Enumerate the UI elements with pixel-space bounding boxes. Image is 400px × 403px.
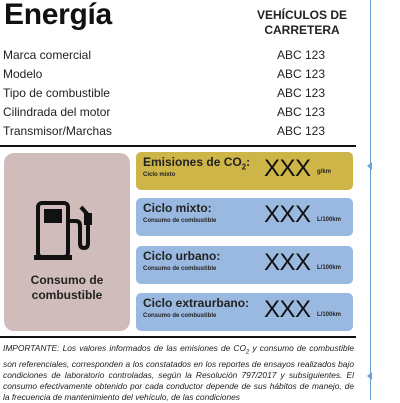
spec-value: ABC 123 [277,124,326,138]
spec-value: ABC 123 [277,67,326,81]
spec-row [0,122,355,141]
co2-emissions-unit: g/km [317,169,332,175]
extraurban-cycle-subtitle: Consumo de combustible [143,313,217,319]
important-note: IMPORTANTE: Los valores informados de las emisiones de $CO_2$ y consumo de combustible son referenciales, corresponden a los constatados en los reportes de ensayos realizados bajo condiciones de laboratorio controladas, según la Resolución 797/2017 y subsiguientes. El consumo efectivamente obtenido por cada conductor depende de sus hábitos de manejo, de la frecuencia de mantenimiento del vehículo, de las condiciones [3,343,354,402]
extraurban-cycle-box [136,293,353,331]
co2-emissions-value: XXX [264,155,311,182]
mixed-cycle-box [136,198,353,236]
section-divider [0,336,356,338]
urban-cycle-title: Ciclo urbano: [143,249,221,263]
fuel-consumption-card [4,153,130,331]
spec-label: Cilindrada del motor [3,105,111,119]
extraurban-cycle-value: XXX [264,296,311,323]
fuel-pump-icon [34,197,98,263]
mixed-cycle-unit: L/100km [317,217,342,223]
spec-row [0,84,355,103]
urban-cycle-box [136,246,353,284]
spec-row [0,46,355,65]
urban-cycle-subtitle: Consumo de combustible [143,266,217,272]
spec-label: Tipo de combustible [3,86,110,100]
extraurban-cycle-title: Ciclo extraurbano: [143,296,250,310]
side-marker-icon [367,372,372,380]
spec-value: ABC 123 [277,105,326,119]
co2-emissions-subtitle: Ciclo mixto [143,172,176,178]
co2-emissions-box [136,152,353,190]
page-title: Energía [4,0,112,31]
fuel-consumption-label: Consumo de combustible [30,273,104,302]
spec-value: ABC 123 [277,86,326,100]
spec-label: Transmisor/Marchas [3,124,112,138]
co2-emissions-title: Emisiones de $CO_2$: [143,155,251,172]
side-marker-icon [367,162,372,170]
spec-table [0,46,355,141]
spec-row [0,103,355,122]
spec-value: ABC 123 [277,48,326,62]
spec-label: Modelo [3,67,43,81]
spec-label: Marca comercial [3,48,92,62]
spec-row [0,65,355,84]
vehicle-type-label: VEHÍCULOS DE CARRETERA [256,8,347,37]
page-edge-line [370,0,371,400]
mixed-cycle-title: Ciclo mixto: [143,201,212,215]
extraurban-cycle-unit: L/100km [317,312,342,318]
urban-cycle-value: XXX [264,249,311,276]
mixed-cycle-value: XXX [264,201,311,228]
section-divider [0,145,356,147]
mixed-cycle-subtitle: Consumo de combustible [143,218,217,224]
urban-cycle-unit: L/100km [317,265,342,271]
